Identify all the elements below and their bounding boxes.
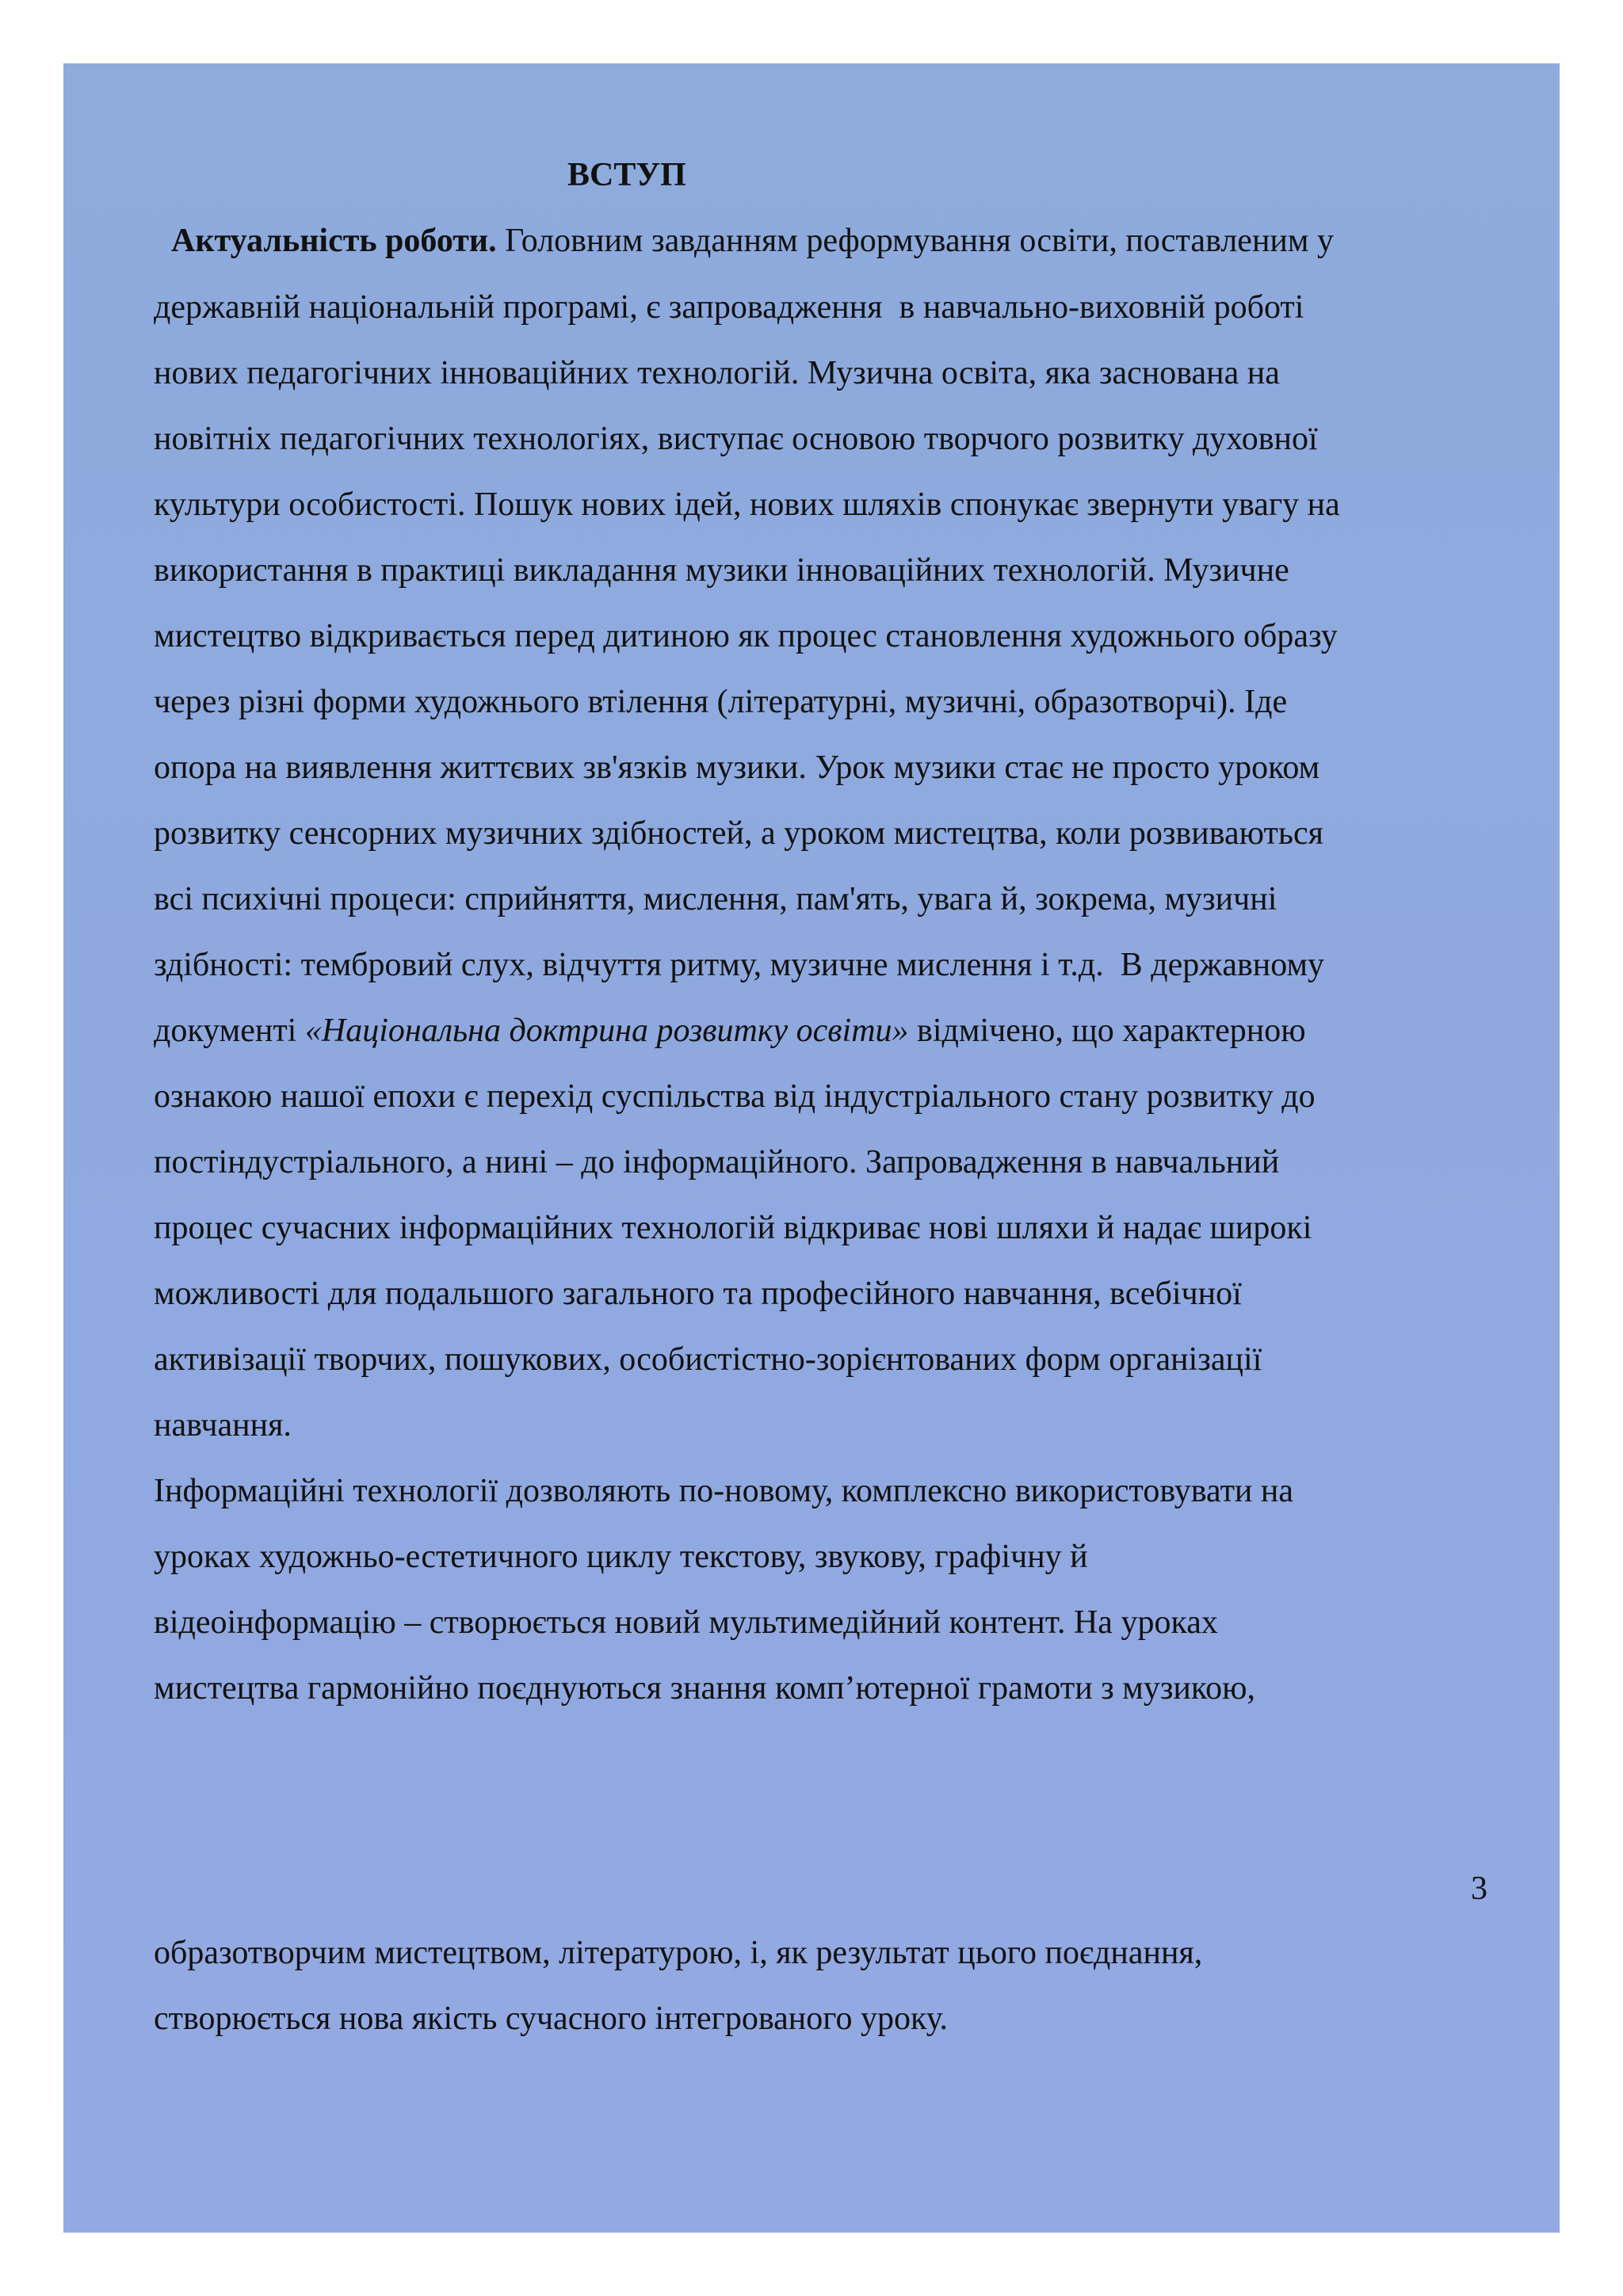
page-title: ВСТУП [567,157,686,193]
text-line: процес сучасних інформаційних технологій відкриває нові шляхи й надає широкі [154,1210,1312,1246]
page-number: 3 [1471,1871,1487,1907]
intro-label: Актуальність роботи. [171,223,497,259]
text-line: створюється нова якість сучасного інтегрованого уроку. [154,2000,949,2037]
text-line: розвитку сенсорних музичних здібностей, а уроком мистецтва, коли розвиваються [154,815,1323,852]
text-line [154,1012,1306,1050]
text-line: через різні форми художнього втілення (літературні, музичні, образотворчі). Іде [154,684,1288,720]
text-line: мистецтва гармонійно поєднуються знання комп’ютерної грамоти з музикою, [154,1670,1256,1707]
text-line: нових педагогічних інноваційних технологій. Музична освіта, яка заснована на [154,355,1280,391]
text-line: образотворчим мистецтвом, літературою, і, як результат цього поєднання, [154,1935,1203,1971]
intro-text: Головним завданням реформування освіти, поставленим у [496,223,1334,259]
text-line: Інформаційні технології дозволяють по-новому, комплексно використовувати на [154,1473,1294,1509]
text-line: новітніх педагогічних технологіях, виступає основою творчого розвитку духовної [154,421,1318,457]
text-line: навчання. [154,1407,292,1444]
text-line: мистецтво відкривається перед дитиною як процес становлення художнього образу [154,618,1338,654]
text-line: відеоінформацію – створюється новий мультимедійний контент. На уроках [154,1604,1218,1641]
doctrine-title: «Національна доктрина розвитку освіти» [304,1013,909,1049]
text-line: здібності: тембровий слух, відчуття ритму, музичне мислення і т.д. В державному [154,947,1325,983]
text-line: опора на виявлення життєвих зв'язків музики. Урок музики стає не просто уроком [154,749,1320,786]
text-line: активізації творчих, пошукових, особистістно-зорієнтованих форм організації [154,1341,1262,1378]
doctrine-suffix: відмічено, що характерною [908,1013,1306,1049]
text-line: державній національній програмі, є запровадження в навчально-виховній роботі [154,289,1304,326]
doctrine-prefix: документі [154,1013,305,1049]
text-line [171,222,1334,260]
text-line: культури особистості. Пошук нових ідей, нових шляхів спонукає звернути увагу на [154,486,1340,523]
text-line: всі психічні процеси: сприйняття, мислення, пам'ять, увага й, зокрема, музичні [154,881,1277,917]
text-line: уроках художньо-естетичного циклу текстову, звукову, графічну й [154,1539,1088,1575]
text-line: використання в практиці викладання музики інноваційних технологій. Музичне [154,552,1289,589]
text-line: постіндустріального, а нині – до інформаційного. Запровадження в навчальний [154,1144,1280,1180]
text-line: можливості для подальшого загального та професійного навчання, всебічної [154,1276,1242,1312]
text-line: ознакою нашої епохи є перехід суспільства від індустріального стану розвитку до [154,1078,1316,1115]
